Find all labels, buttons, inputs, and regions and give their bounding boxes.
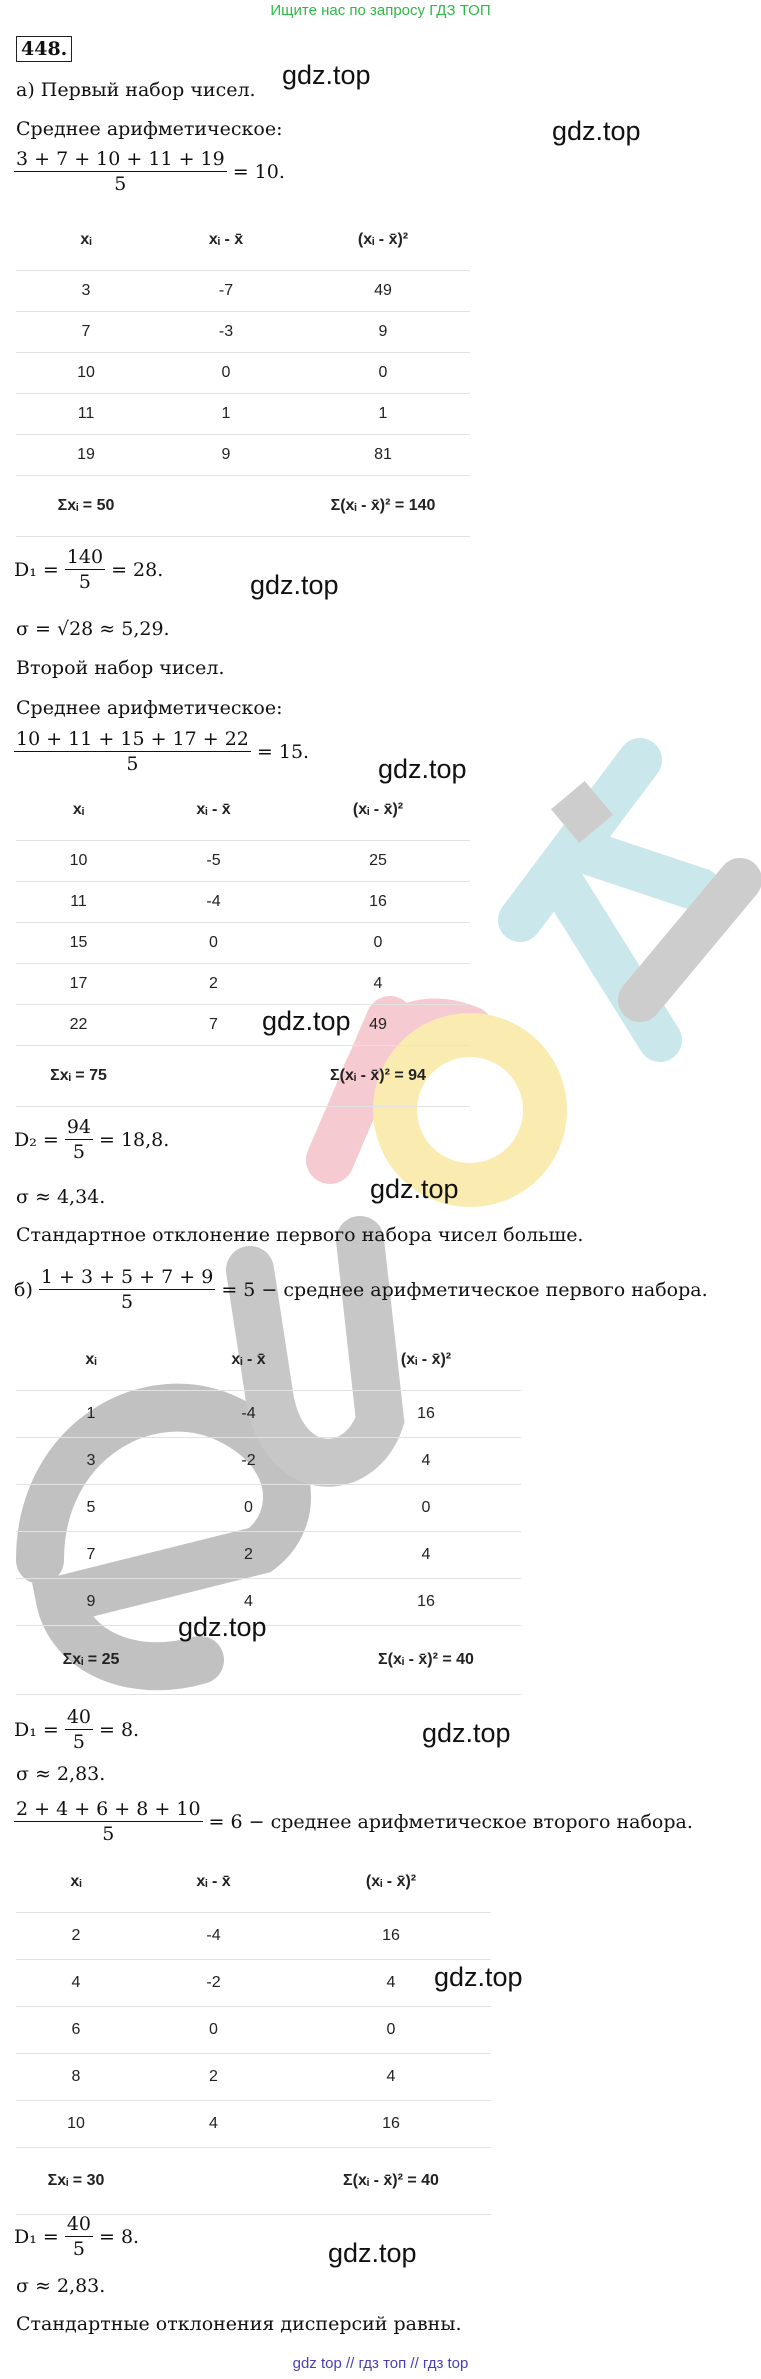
table-cell: 10 <box>16 353 156 394</box>
table-cell: 0 <box>136 2007 291 2054</box>
table-row <box>16 271 470 312</box>
table-sum-row <box>16 1046 470 1107</box>
numerator: 10 + 11 + 15 + 17 + 22 <box>16 728 249 750</box>
watermark: gdz.top <box>552 116 641 146</box>
table-cell <box>136 2148 291 2215</box>
table-cell: 16 <box>291 2101 491 2148</box>
mean-label: Среднее арифметическое: <box>16 118 283 140</box>
sigma-line: σ ≈ 2,83. <box>16 1763 106 1785</box>
fraction <box>14 1798 203 1845</box>
mean-formula-2 <box>14 728 309 775</box>
table-cell: -2 <box>166 1438 331 1485</box>
table-cell: 16 <box>291 1913 491 1960</box>
table-cell: 7 <box>16 312 156 353</box>
stats-table-a2 <box>16 780 470 1107</box>
numerator: 2 + 4 + 6 + 8 + 10 <box>16 1798 201 1820</box>
table-cell: 0 <box>291 2007 491 2054</box>
table-cell: 9 <box>156 435 296 476</box>
mean-formula-1 <box>14 148 285 195</box>
table-cell: 0 <box>141 923 286 964</box>
conclusion-a: Стандартное отклонение первого набора чисел больше. <box>16 1224 584 1246</box>
sigma-line: σ ≈ 4,34. <box>16 1186 106 1208</box>
table-cell: 6 <box>16 2007 136 2054</box>
table-cell: 0 <box>331 1485 521 1532</box>
numerator: 40 <box>66 2213 91 2235</box>
variance-formula-b2 <box>14 2213 139 2260</box>
numerator: 1 + 3 + 5 + 7 + 9 <box>40 1266 214 1288</box>
watermark: gdz.top <box>250 570 339 600</box>
table-cell: 10 <box>16 841 141 882</box>
table-sum-row <box>16 476 470 537</box>
table-header-row <box>16 210 470 271</box>
table-cell: 1 <box>296 394 470 435</box>
table-cell: 4 <box>136 2101 291 2148</box>
table-cell: 0 <box>156 353 296 394</box>
table-cell: 2 <box>141 964 286 1005</box>
table-row <box>16 312 470 353</box>
denominator: 5 <box>72 1731 85 1753</box>
table-cell: 19 <box>16 435 156 476</box>
variance-formula-2 <box>14 1116 169 1163</box>
result: = 18,8. <box>99 1128 170 1151</box>
sum-right: Σ(xᵢ - x̄)² = 40 <box>331 1626 521 1695</box>
variance-lhs: D₁ = <box>14 2225 59 2248</box>
sum-left: Σxᵢ = 25 <box>16 1626 166 1695</box>
table-row <box>16 1532 521 1579</box>
table-row <box>16 2054 491 2101</box>
table-cell: 10 <box>16 2101 136 2148</box>
table-cell: 9 <box>296 312 470 353</box>
denominator: 5 <box>121 1291 134 1313</box>
conclusion-b: Стандартные отклонения дисперсий равны. <box>16 2313 462 2335</box>
numerator: 94 <box>66 1116 91 1138</box>
result: = 28. <box>111 558 164 581</box>
numerator: 40 <box>66 1706 91 1728</box>
watermark: gdz.top <box>282 60 371 90</box>
result: = 8. <box>99 1718 140 1741</box>
sigma-line: σ = √28 ≈ 5,29. <box>16 618 170 640</box>
part-a-heading: а) Первый набор чисел. <box>16 79 256 101</box>
search-banner[interactable]: Ищите нас по запросу ГДЗ ТОП <box>270 2 491 19</box>
variance-lhs: D₁ = <box>14 1718 59 1741</box>
denominator: 5 <box>102 1823 115 1845</box>
result: = 6 − среднее арифметическое второго набора. <box>208 1810 693 1833</box>
fraction <box>65 546 105 593</box>
column-header: xᵢ - x̄ <box>166 1330 331 1391</box>
table-cell: 2 <box>166 1532 331 1579</box>
sum-left: Σxᵢ = 75 <box>16 1046 141 1107</box>
table-cell: 4 <box>166 1579 331 1626</box>
table-cell: 25 <box>286 841 470 882</box>
table-cell: -3 <box>156 312 296 353</box>
table-cell: -4 <box>166 1391 331 1438</box>
table-cell: 0 <box>286 923 470 964</box>
table-cell: 4 <box>331 1438 521 1485</box>
table-cell: 15 <box>16 923 141 964</box>
table-row <box>16 2007 491 2054</box>
fraction <box>39 1266 215 1313</box>
column-header: xᵢ <box>16 780 141 841</box>
table-cell: 4 <box>331 1532 521 1579</box>
table-header-row <box>16 1852 491 1913</box>
result: = 5 − среднее арифметическое первого набора. <box>221 1278 708 1301</box>
table-cell: 5 <box>16 1485 166 1532</box>
table-cell: 49 <box>286 1005 470 1046</box>
table-row <box>16 841 470 882</box>
table-cell <box>156 476 296 537</box>
table-cell: 7 <box>141 1005 286 1046</box>
watermark: gdz.top <box>422 1718 511 1748</box>
euroki-letter-k <box>520 760 700 1040</box>
fraction <box>65 2213 93 2260</box>
table-cell: 4 <box>16 1960 136 2007</box>
column-header: (xᵢ - x̄)² <box>296 210 470 271</box>
table-row <box>16 882 470 923</box>
table-row <box>16 435 470 476</box>
table-cell: 1 <box>16 1391 166 1438</box>
table-header-row <box>16 780 470 841</box>
column-header: xᵢ <box>16 1330 166 1391</box>
table-row <box>16 394 470 435</box>
fraction <box>14 148 227 195</box>
result: = 10. <box>232 160 285 183</box>
table-row <box>16 1391 521 1438</box>
column-header: xᵢ - x̄ <box>156 210 296 271</box>
table-row <box>16 923 470 964</box>
fraction <box>65 1116 93 1163</box>
stats-table-a1 <box>16 210 470 537</box>
table-cell: 2 <box>136 2054 291 2101</box>
variance-formula-1 <box>14 546 163 593</box>
numerator: 140 <box>66 546 104 568</box>
part-b-prefix: б) <box>14 1278 33 1301</box>
mean-formula-b2 <box>14 1798 693 1845</box>
fraction <box>65 1706 93 1753</box>
column-header: (xᵢ - x̄)² <box>286 780 470 841</box>
table-cell: -4 <box>136 1913 291 1960</box>
table-cell: 4 <box>291 1960 491 2007</box>
table-cell: 11 <box>16 882 141 923</box>
table-cell: 16 <box>331 1391 521 1438</box>
sigma-line: σ ≈ 2,83. <box>16 2275 106 2297</box>
table-cell: 2 <box>16 1913 136 1960</box>
column-header: xᵢ <box>16 1852 136 1913</box>
fraction <box>14 728 251 775</box>
watermark: gdz.top <box>370 1174 459 1204</box>
denominator: 5 <box>78 571 91 593</box>
table-row <box>16 1005 470 1046</box>
table-cell: 1 <box>156 394 296 435</box>
watermark: gdz.top <box>434 1962 523 1992</box>
denominator: 5 <box>114 173 127 195</box>
result: = 15. <box>256 740 310 763</box>
table-cell: 49 <box>296 271 470 312</box>
table-row <box>16 353 470 394</box>
table-row <box>16 1960 491 2007</box>
column-header: (xᵢ - x̄)² <box>291 1852 491 1913</box>
sum-right: Σ(xᵢ - x̄)² = 140 <box>296 476 470 537</box>
variance-formula-b1 <box>14 1706 139 1753</box>
table-cell: 0 <box>166 1485 331 1532</box>
table-cell: -7 <box>156 271 296 312</box>
mean-label: Среднее арифметическое: <box>16 697 283 719</box>
column-header: xᵢ - x̄ <box>141 780 286 841</box>
column-header: (xᵢ - x̄)² <box>331 1330 521 1391</box>
table-cell <box>141 1046 286 1107</box>
result: = 8. <box>99 2225 140 2248</box>
stats-table-b1 <box>16 1330 521 1695</box>
table-sum-row <box>16 2148 491 2215</box>
sum-right: Σ(xᵢ - x̄)² = 40 <box>291 2148 491 2215</box>
table-row <box>16 2101 491 2148</box>
variance-lhs: D₁ = <box>14 558 59 581</box>
problem-number: 448. <box>16 36 72 62</box>
watermark: gdz.top <box>178 1612 267 1642</box>
sum-left: Σxᵢ = 30 <box>16 2148 136 2215</box>
table-cell: -2 <box>136 1960 291 2007</box>
watermark: gdz.top <box>262 1006 351 1036</box>
column-header: xᵢ - x̄ <box>136 1852 291 1913</box>
table-cell: 16 <box>331 1579 521 1626</box>
numerator: 3 + 7 + 10 + 11 + 19 <box>16 148 225 170</box>
table-row <box>16 1579 521 1626</box>
table-cell: 11 <box>16 394 156 435</box>
table-cell: 9 <box>16 1579 166 1626</box>
watermark: gdz.top <box>328 2238 417 2268</box>
table-sum-row <box>16 1626 521 1695</box>
table-cell: -5 <box>141 841 286 882</box>
second-set-label: Второй набор чисел. <box>16 657 225 679</box>
table-cell: 3 <box>16 271 156 312</box>
table-cell: 16 <box>286 882 470 923</box>
footer-links[interactable]: gdz top // гдз топ // гдз top <box>292 2355 469 2372</box>
denominator: 5 <box>126 753 139 775</box>
table-cell: 3 <box>16 1438 166 1485</box>
denominator: 5 <box>72 1141 85 1163</box>
mean-formula-b1 <box>14 1266 708 1313</box>
table-cell: 8 <box>16 2054 136 2101</box>
table-cell: 7 <box>16 1532 166 1579</box>
table-cell: -4 <box>141 882 286 923</box>
table-cell: 0 <box>296 353 470 394</box>
table-row <box>16 964 470 1005</box>
table-row <box>16 1913 491 1960</box>
table-row <box>16 1438 521 1485</box>
table-cell: 4 <box>291 2054 491 2101</box>
sum-right: Σ(xᵢ - x̄)² = 94 <box>286 1046 470 1107</box>
stats-table-b2 <box>16 1852 491 2215</box>
table-cell: 17 <box>16 964 141 1005</box>
column-header: xᵢ <box>16 210 156 271</box>
table-header-row <box>16 1330 521 1391</box>
table-cell: 81 <box>296 435 470 476</box>
variance-lhs: D₂ = <box>14 1128 59 1151</box>
denominator: 5 <box>72 2238 85 2260</box>
table-cell: 22 <box>16 1005 141 1046</box>
sum-left: Σxᵢ = 50 <box>16 476 156 537</box>
table-cell: 4 <box>286 964 470 1005</box>
table-row <box>16 1485 521 1532</box>
watermark: gdz.top <box>378 754 467 784</box>
